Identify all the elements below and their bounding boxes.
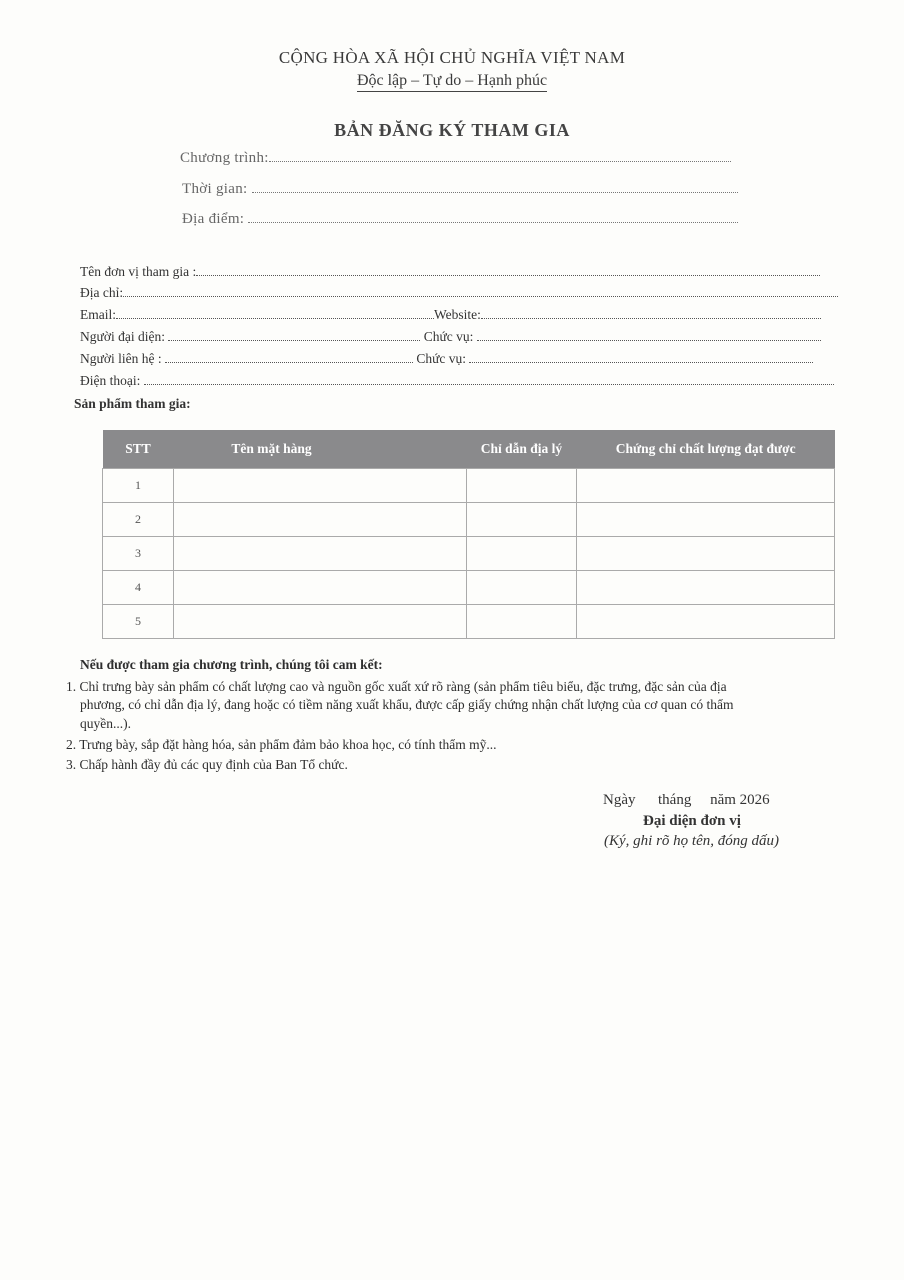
national-motto-line-2 (0, 72, 904, 90)
contact-label: Người liên hệ : (80, 351, 162, 366)
location-label: Địa điểm: (182, 211, 245, 227)
address-blank[interactable] (123, 296, 838, 297)
geo-indication-cell[interactable] (466, 503, 577, 537)
product-name-cell[interactable] (173, 571, 466, 605)
contact-blank[interactable] (165, 362, 413, 363)
commitment-item-3: 3. Chấp hành đầy đủ các quy định của Ban Tổ chức. (66, 757, 348, 772)
time-blank[interactable] (252, 192, 738, 193)
row-number: 4 (103, 571, 174, 605)
table-header-row (103, 430, 835, 469)
signature-instruction: (Ký, ghi rõ họ tên, đóng dấu) (604, 833, 779, 849)
email-blank[interactable] (116, 318, 434, 319)
quality-cert-cell[interactable] (577, 571, 835, 605)
unit-name-blank[interactable] (196, 275, 820, 276)
table-row (103, 469, 835, 503)
email-label: Email: (80, 307, 116, 322)
quality-cert-cell[interactable] (577, 503, 835, 537)
table-row (103, 571, 835, 605)
signature-role: Đại diện đơn vị (643, 813, 741, 829)
unit-name-field (80, 264, 820, 280)
geo-indication-cell[interactable] (466, 605, 577, 639)
program-blank[interactable] (269, 161, 731, 162)
time-field (182, 181, 738, 198)
form-title: BẢN ĐĂNG KÝ THAM GIA (334, 120, 570, 140)
website-label: Website: (434, 307, 481, 322)
table-row (103, 605, 835, 639)
commitment-item-1-line-3: quyền...). (80, 716, 131, 731)
program-field (180, 150, 731, 167)
table-row (103, 537, 835, 571)
representative-field (80, 329, 821, 345)
commitment-item-2: 2. Trưng bày, sắp đặt hàng hóa, sản phẩm đảm bảo khoa học, có tính thẩm mỹ... (66, 737, 497, 752)
col-header-product-name: Tên mặt hàng (173, 430, 466, 469)
quality-cert-cell[interactable] (577, 537, 835, 571)
row-number: 1 (103, 469, 174, 503)
phone-blank[interactable] (144, 384, 834, 385)
product-name-cell[interactable] (173, 503, 466, 537)
quality-cert-cell[interactable] (577, 469, 835, 503)
col-header-stt: STT (103, 430, 174, 469)
position-label-2: Chức vụ: (416, 351, 467, 366)
location-field (182, 211, 738, 228)
address-label: Địa chỉ: (80, 285, 124, 300)
phone-label: Điện thoại: (80, 373, 141, 388)
geo-indication-cell[interactable] (466, 469, 577, 503)
table-row (103, 503, 835, 537)
row-number: 3 (103, 537, 174, 571)
representative-label: Người đại diện: (80, 329, 165, 344)
commitment-item-1-line-2: phương, có chỉ dẫn địa lý, đang hoặc có tiềm năng xuất khẩu, được cấp giấy chứng nhận chất lượng của cơ quan có thẩm (80, 697, 734, 712)
col-header-geo-indication: Chỉ dẫn địa lý (466, 430, 577, 469)
commitment-title: Nếu được tham gia chương trình, chúng tôi cam kết: (80, 657, 383, 672)
products-label: Sản phẩm tham gia: (74, 396, 191, 411)
motto-underlined: Độc lập – Tự do – Hạnh phúc (357, 72, 547, 92)
row-number: 5 (103, 605, 174, 639)
position-blank-1[interactable] (477, 340, 821, 341)
product-name-cell[interactable] (173, 537, 466, 571)
program-label: Chương trình: (180, 150, 269, 166)
unit-name-label: Tên đơn vị tham gia : (80, 264, 197, 279)
quality-cert-cell[interactable] (577, 605, 835, 639)
geo-indication-cell[interactable] (466, 537, 577, 571)
products-table (102, 430, 835, 639)
location-blank[interactable] (248, 222, 738, 223)
position-blank-2[interactable] (469, 362, 813, 363)
commitment-item-1-line-1: 1. Chỉ trưng bày sản phẩm có chất lượng cao và nguồn gốc xuất xứ rõ ràng (sản phẩm tiêu biểu, đặc trưng, đặc sản của địa (66, 679, 727, 694)
geo-indication-cell[interactable] (466, 571, 577, 605)
national-motto-line-1: CỘNG HÒA XÃ HỘI CHỦ NGHĨA VIỆT NAM (278, 48, 626, 67)
signature-date: Ngày tháng năm 2026 (603, 792, 770, 808)
time-label: Thời gian: (182, 181, 248, 197)
phone-field (80, 373, 834, 389)
website-blank[interactable] (481, 318, 821, 319)
col-header-quality-cert: Chứng chỉ chất lượng đạt được (577, 430, 835, 469)
product-name-cell[interactable] (173, 469, 466, 503)
representative-blank[interactable] (168, 340, 420, 341)
email-website-field (80, 307, 821, 323)
position-label-1: Chức vụ: (423, 329, 474, 344)
contact-field (80, 351, 813, 367)
row-number: 2 (103, 503, 174, 537)
address-field (80, 285, 838, 301)
product-name-cell[interactable] (173, 605, 466, 639)
